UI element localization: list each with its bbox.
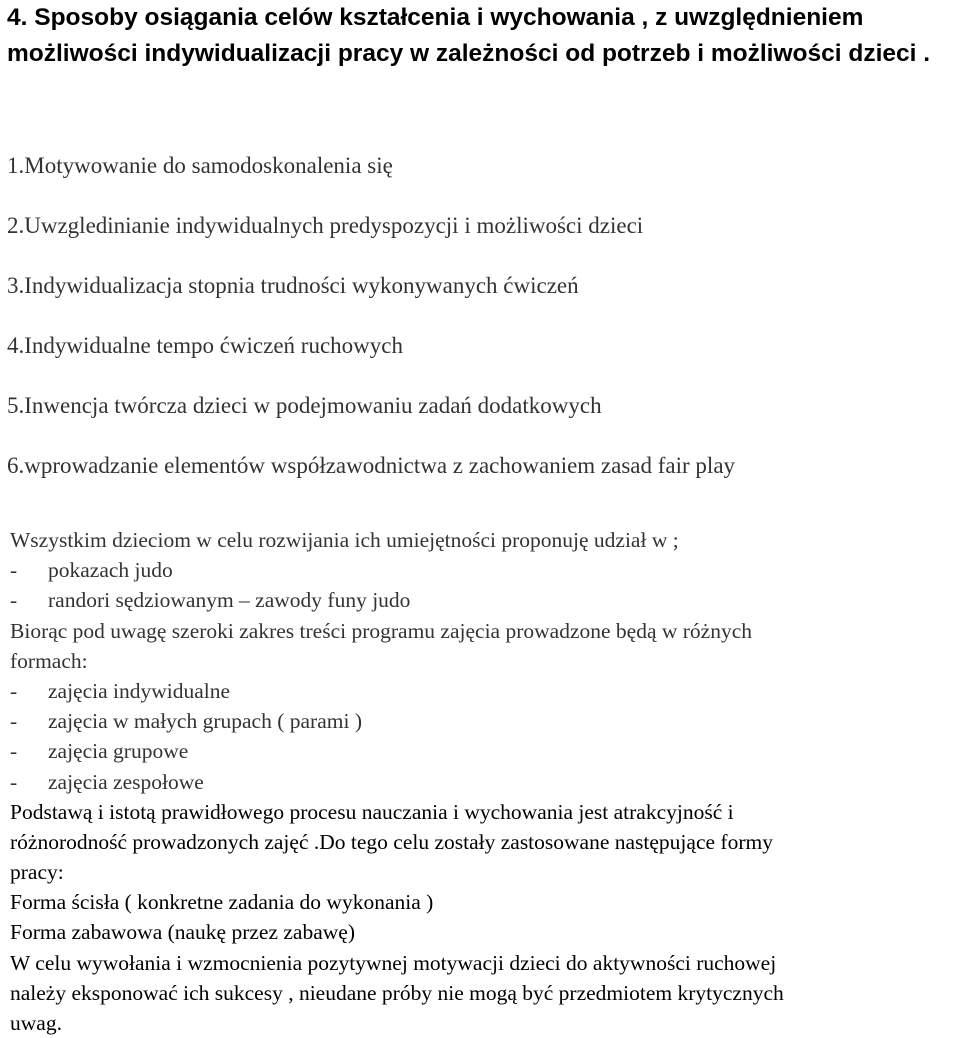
- form-item: [10, 767, 955, 797]
- basis-line: uwag.: [10, 1011, 62, 1035]
- basis-line: Forma ścisła ( konkretne zadania do wykonania ): [10, 890, 434, 915]
- body-text: [10, 525, 955, 1038]
- numbered-item: 5.Inwencja twórcza dzieci w podejmowaniu zadań dodatkowych: [7, 393, 602, 418]
- form-item-text: zajęcia indywidualne: [48, 678, 231, 703]
- dash-bullet: -: [10, 588, 18, 613]
- basis-line: Podstawą i istotą prawidłowego procesu nauczania i wychowania jest atrakcyjność i: [10, 799, 734, 824]
- forms-intro-line: Biorąc pod uwagę szeroki zakres treści programu zajęcia prowadzone będą w różnych: [10, 618, 753, 643]
- numbered-item: 3.Indywidualizacja stopnia trudności wykonywanych ćwiczeń: [7, 273, 579, 298]
- form-item: [10, 676, 955, 706]
- dash-bullet: -: [10, 739, 18, 764]
- participation-item: [10, 555, 955, 585]
- forms-intro-line: formach:: [10, 648, 88, 673]
- participation-item: [10, 585, 955, 615]
- dash-bullet: -: [10, 678, 18, 703]
- form-item-text: zajęcia grupowe: [48, 739, 189, 764]
- numbered-item: 2.Uwzgledinianie indywidualnych predyspozycji i możliwości dzieci: [7, 213, 644, 238]
- dash-bullet: -: [10, 769, 18, 794]
- dash-bullet: -: [10, 709, 18, 734]
- basis-line: W celu wywołania i wzmocnienia pozytywnej motywacji dzieci do aktywności ruchowej: [10, 950, 777, 975]
- section-heading: 4. Sposoby osiągania celów kształcenia i wychowania , z uwzględnieniem możliwości indywidualizacji pracy w zależności od potrzeb i możliwości dzieci .: [7, 4, 931, 67]
- form-item-text: zajęcia zespołowe: [48, 769, 204, 794]
- participation-item-text: pokazach judo: [48, 558, 173, 583]
- basis-line: Forma zabawowa (naukę przez zabawę): [10, 920, 355, 945]
- basis-line: różnorodność prowadzonych zajęć .Do tego celu zostały zastosowane następujące formy: [10, 829, 773, 854]
- basis-line: należy eksponować ich sukcesy , nieudane próby nie mogą być przedmiotem krytycznych: [10, 980, 784, 1005]
- form-item: [10, 736, 955, 766]
- numbered-item: 6.wprowadzanie elementów współzawodnictwa z zachowaniem zasad fair play: [7, 453, 736, 478]
- numbered-item: 4.Indywidualne tempo ćwiczeń ruchowych: [7, 333, 403, 358]
- numbered-item: 1.Motywowanie do samodoskonalenia się: [7, 153, 393, 178]
- basis-line: pracy:: [10, 860, 64, 885]
- participation-item-text: randori sędziowanym – zawody funy judo: [48, 588, 411, 613]
- numbered-list: [7, 136, 735, 496]
- intro-line: Wszystkim dzieciom w celu rozwijania ich umiejętności proponuję udział w ;: [10, 528, 679, 552]
- form-item: [10, 706, 955, 736]
- form-item-text: zajęcia w małych grupach ( parami ): [48, 709, 362, 734]
- dash-bullet: -: [10, 558, 18, 583]
